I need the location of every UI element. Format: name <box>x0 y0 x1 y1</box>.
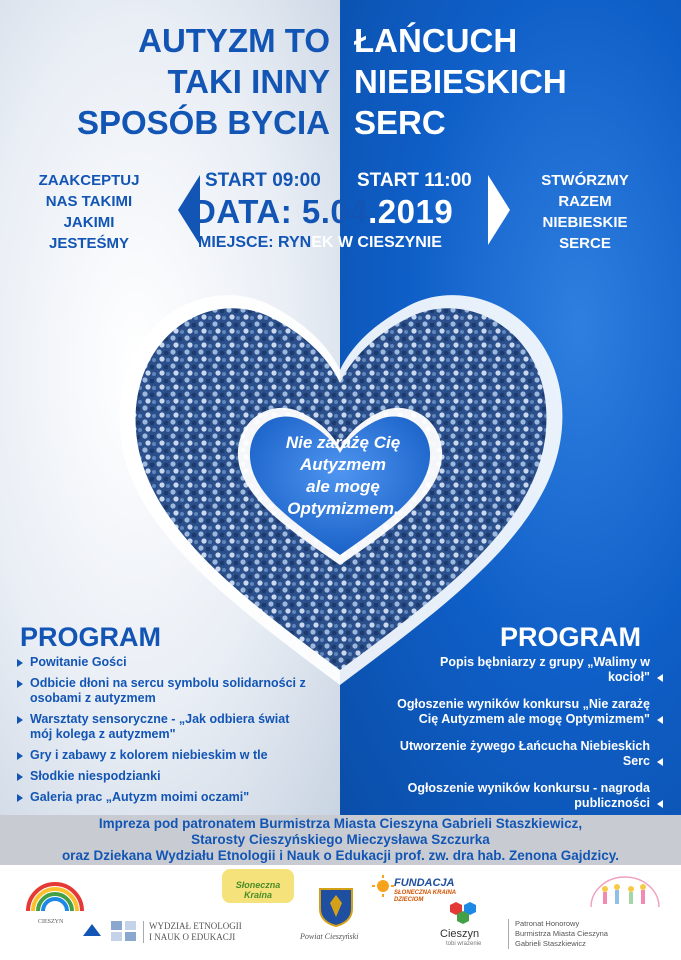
left-slogan: ZAAKCEPTUJ NAS TAKIMI JAKIMI JESTEŚMY <box>38 172 140 252</box>
chevron-right-icon <box>488 175 510 245</box>
sloneczna-kraina-logo: Słoneczna Kraina <box>222 869 294 903</box>
program-right-list <box>396 655 666 823</box>
powiat-label: Powiat Cieszyński <box>300 932 359 941</box>
university-emblem-icon <box>82 923 102 937</box>
faculty-logo-text: WYDZIAŁ ETNOLOGII I NAUK O EDUKACJI <box>143 921 242 943</box>
start-time-right: START 11:00 <box>357 170 472 191</box>
rainbow-logo-label: CIESZYN <box>38 919 64 925</box>
list-item: Popis bębniarzy z grupy „Walimy w kocioł" <box>396 655 666 685</box>
left-title: AUTYZM TO TAKI INNY SPOSÓB BYCIA <box>76 22 330 141</box>
list-item: Galeria prac „Autyzm moimi oczami" <box>14 790 314 805</box>
event-date: DATA: 5.04.2019 <box>192 193 454 230</box>
program-right-title: PROGRAM <box>500 622 641 652</box>
list-item: Warsztaty sensoryczne - „Jak odbiera świat mój kolega z autyzmem" <box>14 712 314 742</box>
list-item: Utworzenie żywego Łańcucha Niebieskich Serc <box>396 739 666 769</box>
program-left-title: PROGRAM <box>20 622 161 652</box>
patronage-band: Impreza pod patronatem Burmistrza Miasta Cieszyna Gabrieli Staszkiewicz, Starosty Cieszyńskiego Mieczysława Szczurka oraz Dziekana Wydziału Etnologii i Nauk o Edukacji prof. zw. dra hab. Zenona Gajdzicy. <box>0 815 681 865</box>
list-item: Ogłoszenie wyników konkursu „Nie zarażę Cię Autyzmem ale mogę Optymizmem" <box>396 697 666 727</box>
list-item: Gry i zabawy z kolorem niebieskim w tle <box>14 748 314 763</box>
event-place: MIEJSCE: RYNEK W CIESZYNIE <box>198 234 442 251</box>
list-item: Słodkie niespodzianki <box>14 769 314 784</box>
motto-text: Nie zarażę Cię Autyzmem ale mogę Optymizmem. <box>285 433 401 518</box>
rainbow-logo-icon <box>20 873 90 918</box>
list-item: Powitanie Gości <box>14 655 314 670</box>
sponsor-logos <box>0 865 681 960</box>
list-item: Odbicie dłoni na sercu symbolu solidarności z osobami z autyzmem <box>14 676 314 706</box>
cieszyn-city-logo-icon <box>448 900 480 926</box>
program-left-list <box>14 655 314 811</box>
list-item: Ogłoszenie wyników konkursu - nagroda publiczności <box>396 781 666 811</box>
patronat-text: Patronat Honorowy Burmistrza Miasta Cieszyna Gabrieli Staszkiewicz <box>508 919 608 949</box>
fundacja-logo: FUNDACJA SŁONECZNA KRAINA DZIECIOM <box>394 877 457 903</box>
right-title: ŁAŃCUCH NIEBIESKICH SERC <box>354 22 567 141</box>
coat-of-arms-icon <box>318 887 354 927</box>
sun-logo-icon <box>372 875 394 897</box>
start-time-left: START 09:00 <box>205 170 321 191</box>
cieszyn-city-label: Cieszyn <box>440 928 480 940</box>
right-slogan: STWÓRZMY RAZEM NIEBIESKIE SERCE <box>541 172 629 252</box>
kids-drawing-logo-icon <box>585 867 665 917</box>
faculty-logo-icon <box>110 920 138 942</box>
cieszyn-tagline: tobi wrażenie <box>446 941 482 947</box>
